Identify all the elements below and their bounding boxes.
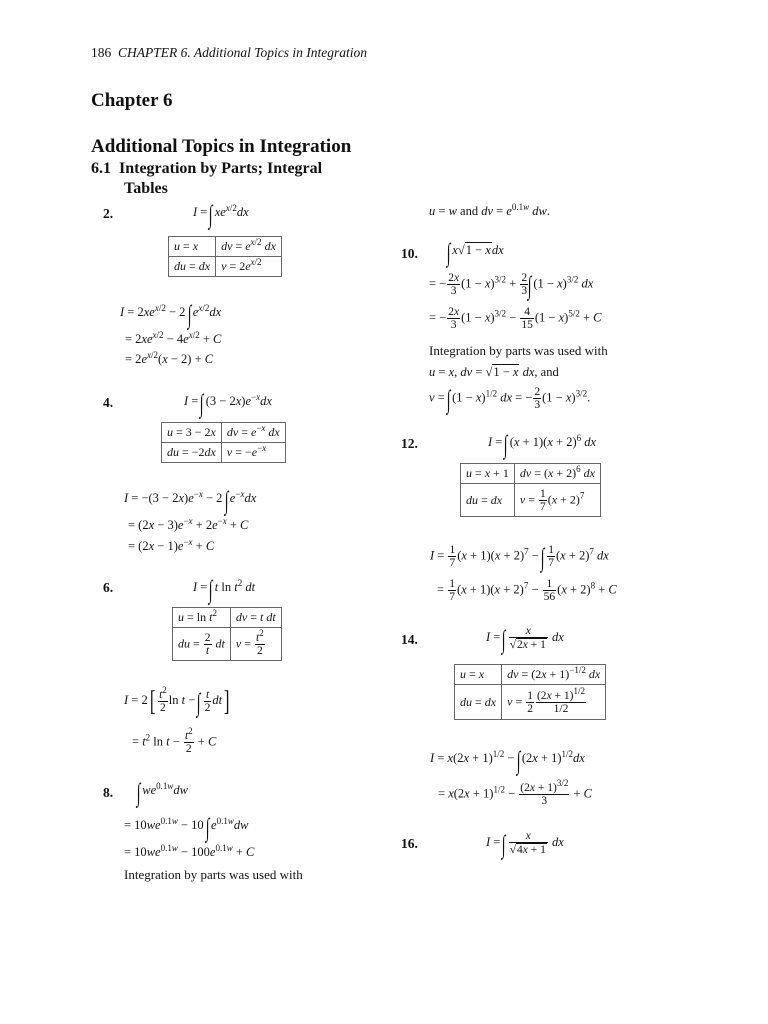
problem-4-step-1: $I = -(3 - 2x)e^{-x} - 2$ ∫ $e^{-x}dx$: [124, 486, 257, 515]
problem-4-integral: I = ∫ $(3 - 2x)e^{-x}dx$: [184, 389, 272, 418]
problem-2-step-2: = $2xe^{x/2} - 4e^{x/2} + C$: [125, 330, 222, 346]
problem-4-uv-table: u = 3 − 2x dv = $e^{-x}$ dx du = −2dx $v = -e^{-x}$: [161, 422, 286, 463]
problem-10-step-1: = − $\frac{2x}{3}$ $(1 - x)^{3/2}$ + $\frac{2}{3}$ ∫ $(1 - x)^{3/2}$ dx: [429, 271, 594, 301]
problem-6-step-1: I = 2[ $\frac{t^2}{2}$ ln t − ∫ $\frac{t}{2}$ dt]: [124, 684, 230, 717]
comma-and-text: , and: [534, 365, 559, 379]
problem-10-note-uv: u = x, dv = √1 − x dx, and: [429, 365, 559, 379]
problem-8-note-continued: u = w and dv = $e^{0.1w}$ dw.: [429, 202, 551, 218]
chapter-label: Chapter 6: [91, 90, 173, 111]
problem-8-note: Integration by parts was used with: [124, 867, 303, 882]
problem-4-number: 4.: [103, 395, 114, 410]
section-title-2: Tables: [124, 180, 168, 197]
problem-16-integral: I = ∫ $\frac{x}{√4x + 1}$ dx: [486, 829, 564, 859]
problem-8-step-2: = $10we^{0.1w} - 100e^{0.1w} + C$: [124, 843, 255, 859]
problem-10-note: Integration by parts was used with: [429, 343, 608, 358]
section-number: 6.1: [91, 160, 111, 177]
problem-14-integral: I = ∫ $\frac{x}{√2x + 1}$ dx: [486, 624, 564, 654]
problem-8-step-1: = $10we^{0.1w} - 10$ ∫ $e^{0.1w}dw$: [124, 813, 249, 842]
problem-12-number: 12.: [401, 436, 418, 451]
section-title-1: Integration by Parts; Integral: [119, 160, 323, 177]
page-number: 186: [91, 45, 112, 60]
running-header: [91, 45, 367, 61]
problem-14-uv-table: u = x dv = $(2x + 1)^{-1/2}$ dx du = dx v = $\frac{1}{2}$ $\frac{(2x + 1)^{1/2}}{1/2}$: [454, 664, 606, 720]
problem-12-step-1: I = $\frac{1}{7}$ $(x + 1)(x + 2)^7$ − ∫ $\frac{1}{7}$ $(x + 2)^7$ dx: [430, 543, 609, 573]
problem-16-number: 16.: [401, 836, 418, 851]
problem-10-integral: ∫ x√1 − xdx: [446, 238, 504, 267]
problem-14-step-2: = $x(2x + 1)^{1/2}$ − $\frac{(2x + 1)^{3/2}}{3}$ + C: [438, 778, 592, 807]
problem-6-uv-table: $u = \ln t^2$ dv = t dt du = $\frac{2}{t}$ dt v = $\frac{t^2}{2}$: [172, 607, 282, 661]
problem-10-note-v: v = ∫ $(1 - x)^{1/2}$ dx = − $\frac{2}{3}$ $(1 - x)^{3/2}$.: [429, 385, 591, 415]
problem-12-integral: I = ∫ $(x + 1)(x + 2)^6$ dx: [488, 430, 597, 459]
running-title: CHAPTER 6. Additional Topics in Integration: [118, 45, 368, 60]
problem-6-step-2: = $t^2$ ln t − $\frac{t^2}{2}$ + C: [132, 726, 217, 755]
problem-2-step-3: = $2e^{x/2}(x - 2) + C$: [125, 350, 214, 366]
problem-14-number: 14.: [401, 632, 418, 647]
problem-12-step-2: = $\frac{1}{7}$ $(x + 1)(x + 2)^7$ − $\frac{1}{56}$ $(x + 2)^8 + C$: [437, 578, 617, 603]
problem-2-step-1: $I = 2xe^{x/2} - 2$ ∫ $e^{x/2}dx$: [120, 300, 222, 329]
problem-6-number: 6.: [103, 580, 114, 595]
problem-14-step-1: $I = x(2x + 1)^{1/2}$ − ∫ $(2x + 1)^{1/2}dx$: [430, 746, 585, 775]
problem-2-number: 2.: [103, 206, 114, 221]
problem-8-number: 8.: [103, 785, 114, 800]
problem-12-uv-table: u = x + 1 dv = $(x + 2)^6$ dx du = dx v = $\frac{1}{7}$ $(x + 2)^7$: [460, 463, 601, 517]
problem-10-step-2: = − $\frac{2x}{3}$ $(1 - x)^{3/2}$ − $\frac{4}{15}$ $(1 - x)^{5/2} + C$: [429, 306, 602, 331]
section-heading: [91, 160, 322, 178]
problem-4-step-3: = $(2x - 1)e^{-x} + C$: [128, 537, 215, 553]
problem-8-integral: ∫ $we^{0.1w}dw$: [136, 778, 188, 807]
chapter-title: Additional Topics in Integration: [91, 136, 352, 157]
problem-2-uv-table: u = x dv = $e^{x/2}$ dx du = dx $v = 2e^{x/2}$: [168, 236, 282, 277]
problem-10-number: 10.: [401, 246, 418, 261]
problem-2-integral: I = ∫ $xe^{x/2}dx$: [193, 200, 249, 229]
problem-4-step-2: = $(2x - 3)e^{-x} + 2e^{-x} + C$: [128, 516, 249, 532]
and-text: and: [460, 204, 479, 218]
problem-6-integral: I = ∫ t $\ln t^2$ dt: [193, 575, 256, 604]
